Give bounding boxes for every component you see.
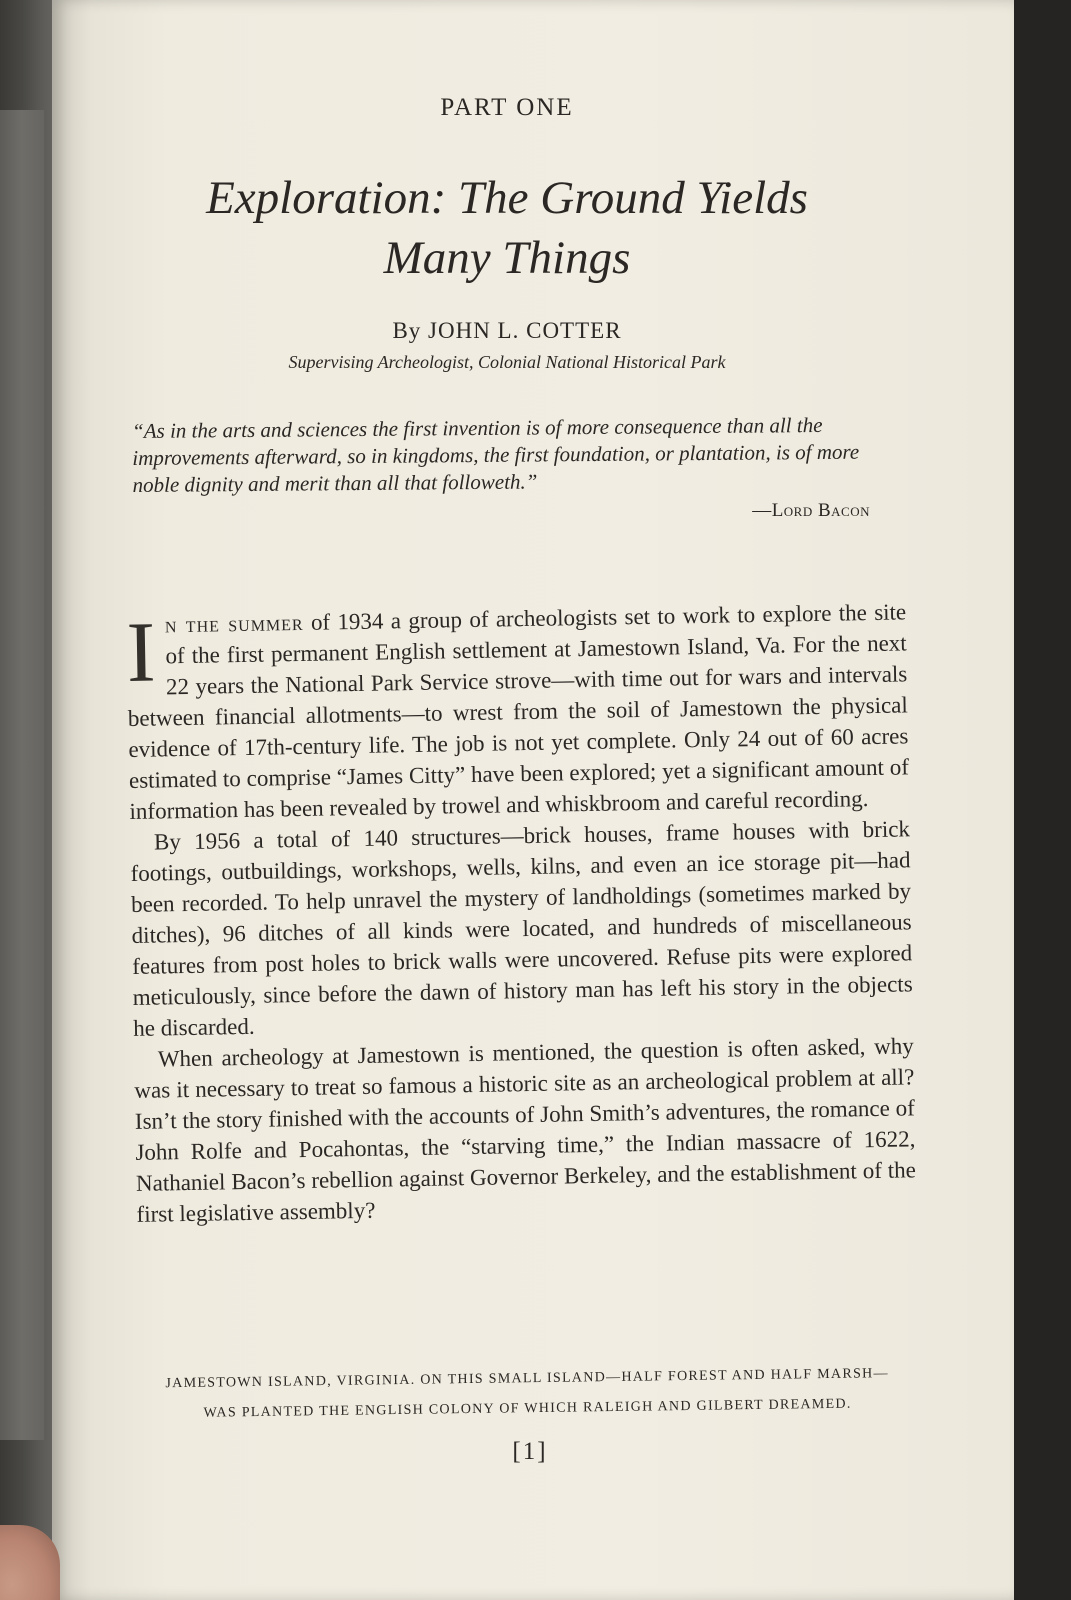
background-right [1014,0,1071,1600]
epigraph-quote: “As in the arts and sciences the first invention is of more consequence than all the improvements afterward, so in kingdoms, the first foundation, or plantation, is of more noble dignity and merit than all that followeth.” [132,412,860,497]
chapter-title-line-1: Exploration: The Ground Yields [206,172,808,224]
author-affiliation: Supervising Archeologist, Colonial National Historical Park [288,352,726,372]
body-text [126,596,917,1230]
paragraph-1-text: of 1934 a group of archeologists set to work to explore the site of the first permanent English settlement at Jamestown Island, Va. For the next 22 years the National Park Service strove—with time out for wars and intervals between financial allotments—to wrest from the soil of Jamestown the physical evidence of 17th-century life. The job is not yet complete. Only 24 out of 60 acres estimated to comprise “James Citty” have been explored; yet a significant amount of information has been revealed by trowel and whiskbroom and careful recording. [127,599,910,824]
lead-in: n the summer [164,609,304,638]
epigraph-attribution: —Lord Bacon [752,500,870,521]
figure-caption [112,1358,943,1430]
page-number: [1] [512,1438,548,1465]
caption-line-2: WAS PLANTED THE ENGLISH COLONY OF WHICH RALEIGH AND GILBERT DREAMED. [203,1396,852,1421]
drop-cap: I [125,603,157,700]
author-byline: By JOHN L. COTTER [392,318,622,343]
paragraph-3: When archeology at Jamestown is mentioned, the question is often asked, why was it necessary to treat so famous a historic site as an archeological problem at all? Isn’t the story finished with the accounts of John Smith’s adventures, the romance of John Rolfe and Pocahontas, the “starving time,” the Indian massacre of 1622, Nathaniel Bacon’s rebellion against Governor Berkeley, and the establishment of the first legislative assembly? [134,1033,917,1227]
part-label: PART ONE [440,94,574,121]
paragraph-1 [126,596,910,827]
book-cover-edge [0,110,44,1440]
chapter-title [0,168,1014,288]
caption-line-1: JAMESTOWN ISLAND, VIRGINIA. ON THIS SMALL ISLAND—HALF FOREST AND HALF MARSH— [165,1366,889,1392]
chapter-title-line-2: Many Things [383,232,631,284]
paragraph-2: By 1956 a total of 140 structures—brick houses, frame houses with brick footings, outbuildings, workshops, wells, kilns, and even an ice storage pit—had been recorded. To help unravel the mystery of landholdings (sometimes marked by ditches), 96 ditches of all kinds were located, and hundreds of miscellaneous features from post holes to brick walls were uncovered. Refuse pits were explored meticulously, since before the dawn of history man has left his story in the objects he discarded. [130,816,913,1041]
